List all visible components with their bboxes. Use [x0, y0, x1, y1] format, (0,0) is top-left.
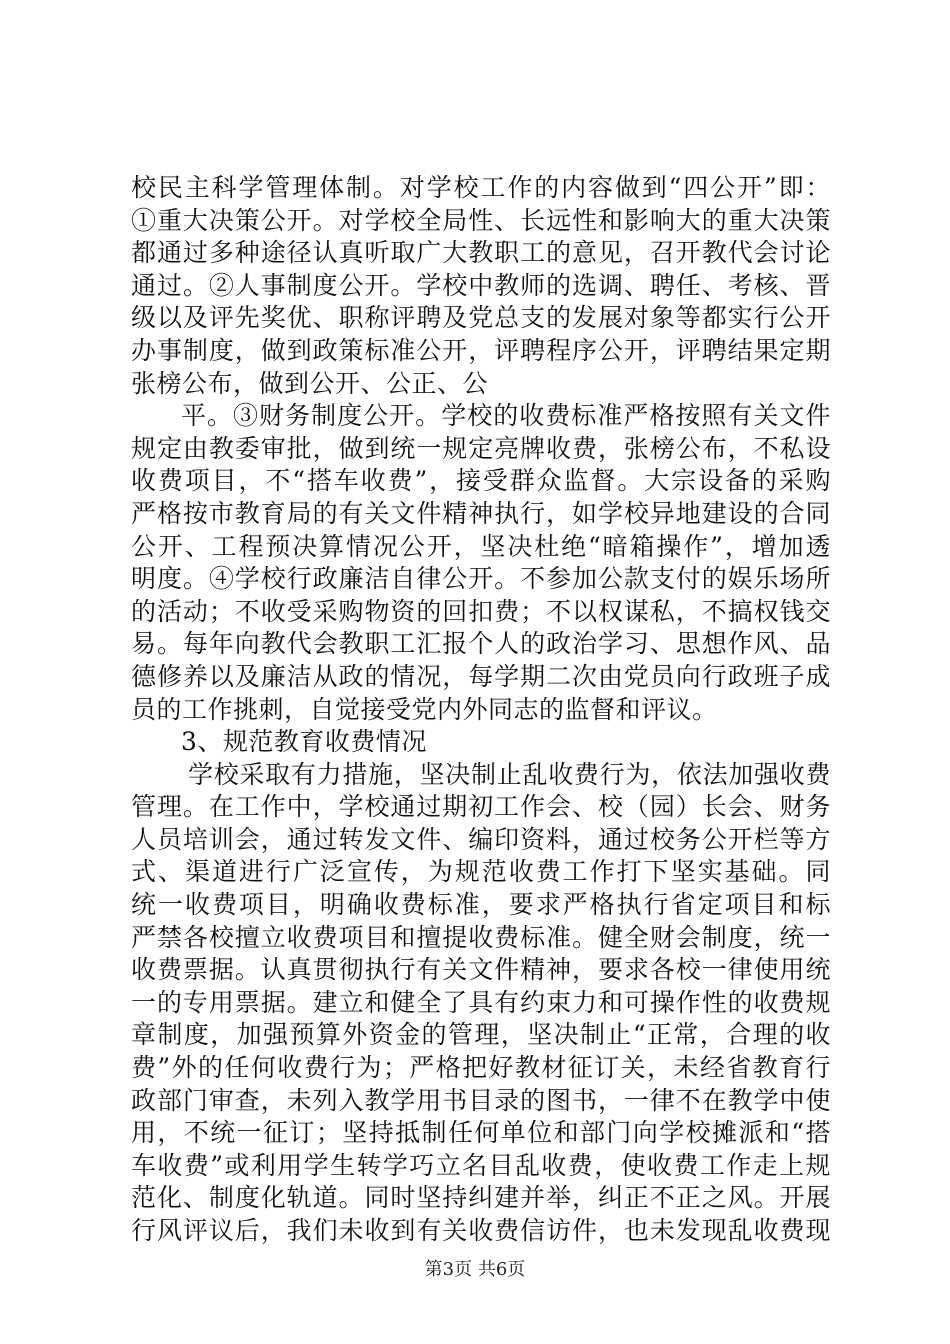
text-line: 员的工作挑刺，自觉接受党内外同志的监督和评议。	[131, 694, 718, 724]
text-line: 管理。在工作中，学校通过期初工作会、校（园）长会、财务	[131, 792, 831, 822]
text-line: 公开、工程预决算情况公开，坚决杜绝“暗箱操作”，增加透	[131, 531, 831, 561]
text-line: 平。③财务制度公开。学校的收费标准严格按照有关文件	[181, 401, 831, 431]
text-line: 易。每年向教代会教职工汇报个人的政治学习、思想作风、品	[131, 629, 831, 659]
text-line: 车收费”或利用学生转学巧立名目乱收费，使收费工作走上规	[131, 1150, 831, 1180]
text-line: 收费票据。认真贯彻执行有关文件精神，要求各校一律使用统	[131, 955, 831, 985]
text-line: 行风评议后，我们未收到有关收费信访件，也未发现乱收费现	[131, 1216, 831, 1245]
text-line: 的活动；不收受采购物资的回扣费；不以权谋私，不搞权钱交	[131, 596, 831, 626]
text-line: 张榜公布，做到公开、公正、公	[131, 368, 489, 398]
text-line: 政部门审查，未列入教学用书目录的图书，一律不在教学中使	[131, 1085, 831, 1115]
text-line: 式、渠道进行广泛宣传，为规范收费工作打下坚实基础。同	[131, 857, 831, 887]
text-line: 都通过多种途径认真听取广大教职工的意见，召开教代会讨论	[131, 238, 831, 268]
text-line: 严格按市教育局的有关文件精神执行，如学校异地建设的合同	[131, 498, 831, 528]
text-line: 级以及评先奖优、职称评聘及党总支的发展对象等都实行公开	[131, 303, 831, 333]
text-line: 人员培训会，通过转发文件、编印资料，通过校务公开栏等方	[131, 824, 831, 854]
text-line: 明度。④学校行政廉洁自律公开。不参加公款支付的娱乐场所	[131, 564, 831, 594]
text-line: 严禁各校擅立收费项目和擅提收费标准。健全财会制度，统一	[131, 922, 831, 952]
section-heading: 3、规范教育收费情况	[181, 727, 427, 757]
page-footer	[0, 1258, 950, 1282]
text-line: 统一收费项目，明确收费标准，要求严格执行省定项目和标	[131, 890, 831, 920]
text-line: 费”外的任何收费行为；严格把好教材征订关，未经省教育行	[131, 1053, 831, 1083]
text-line: 通过。②人事制度公开。学校中教师的选调、聘任、考核、晋	[131, 270, 831, 300]
page-number-label: 第3页 共6页	[424, 1259, 526, 1280]
text-line: 范化、制度化轨道。同时坚持纠建并举，纠正不正之风。开展	[131, 1183, 831, 1213]
text-line: ①重大决策公开。对学校全局性、长远性和影响大的重大决策	[131, 205, 831, 235]
text-line: 学校采取有力措施，坚决制止乱收费行为，依法加强收费	[188, 759, 831, 789]
text-line: 德修养以及廉洁从政的情况，每学期二次由党员向行政班子成	[131, 661, 831, 691]
text-line: 校民主科学管理体制。对学校工作的内容做到“四公开”即：	[131, 173, 831, 202]
text-line: 一的专用票据。建立和健全了具有约束力和可操作性的收费规	[131, 987, 831, 1017]
text-line: 收费项目，不“搭车收费”，接受群众监督。大宗设备的采购	[131, 466, 831, 496]
text-line: 章制度，加强预算外资金的管理，坚决制止“正常，合理的收	[131, 1020, 831, 1050]
text-line: 规定由教委审批，做到统一规定亮牌收费，张榜公布，不私设	[131, 433, 831, 463]
body-text	[131, 172, 831, 1248]
text-line: 办事制度，做到政策标准公开，评聘程序公开，评聘结果定期	[131, 335, 831, 365]
text-line: 用，不统一征订；坚持抵制任何单位和部门向学校摊派和“搭	[131, 1118, 831, 1148]
